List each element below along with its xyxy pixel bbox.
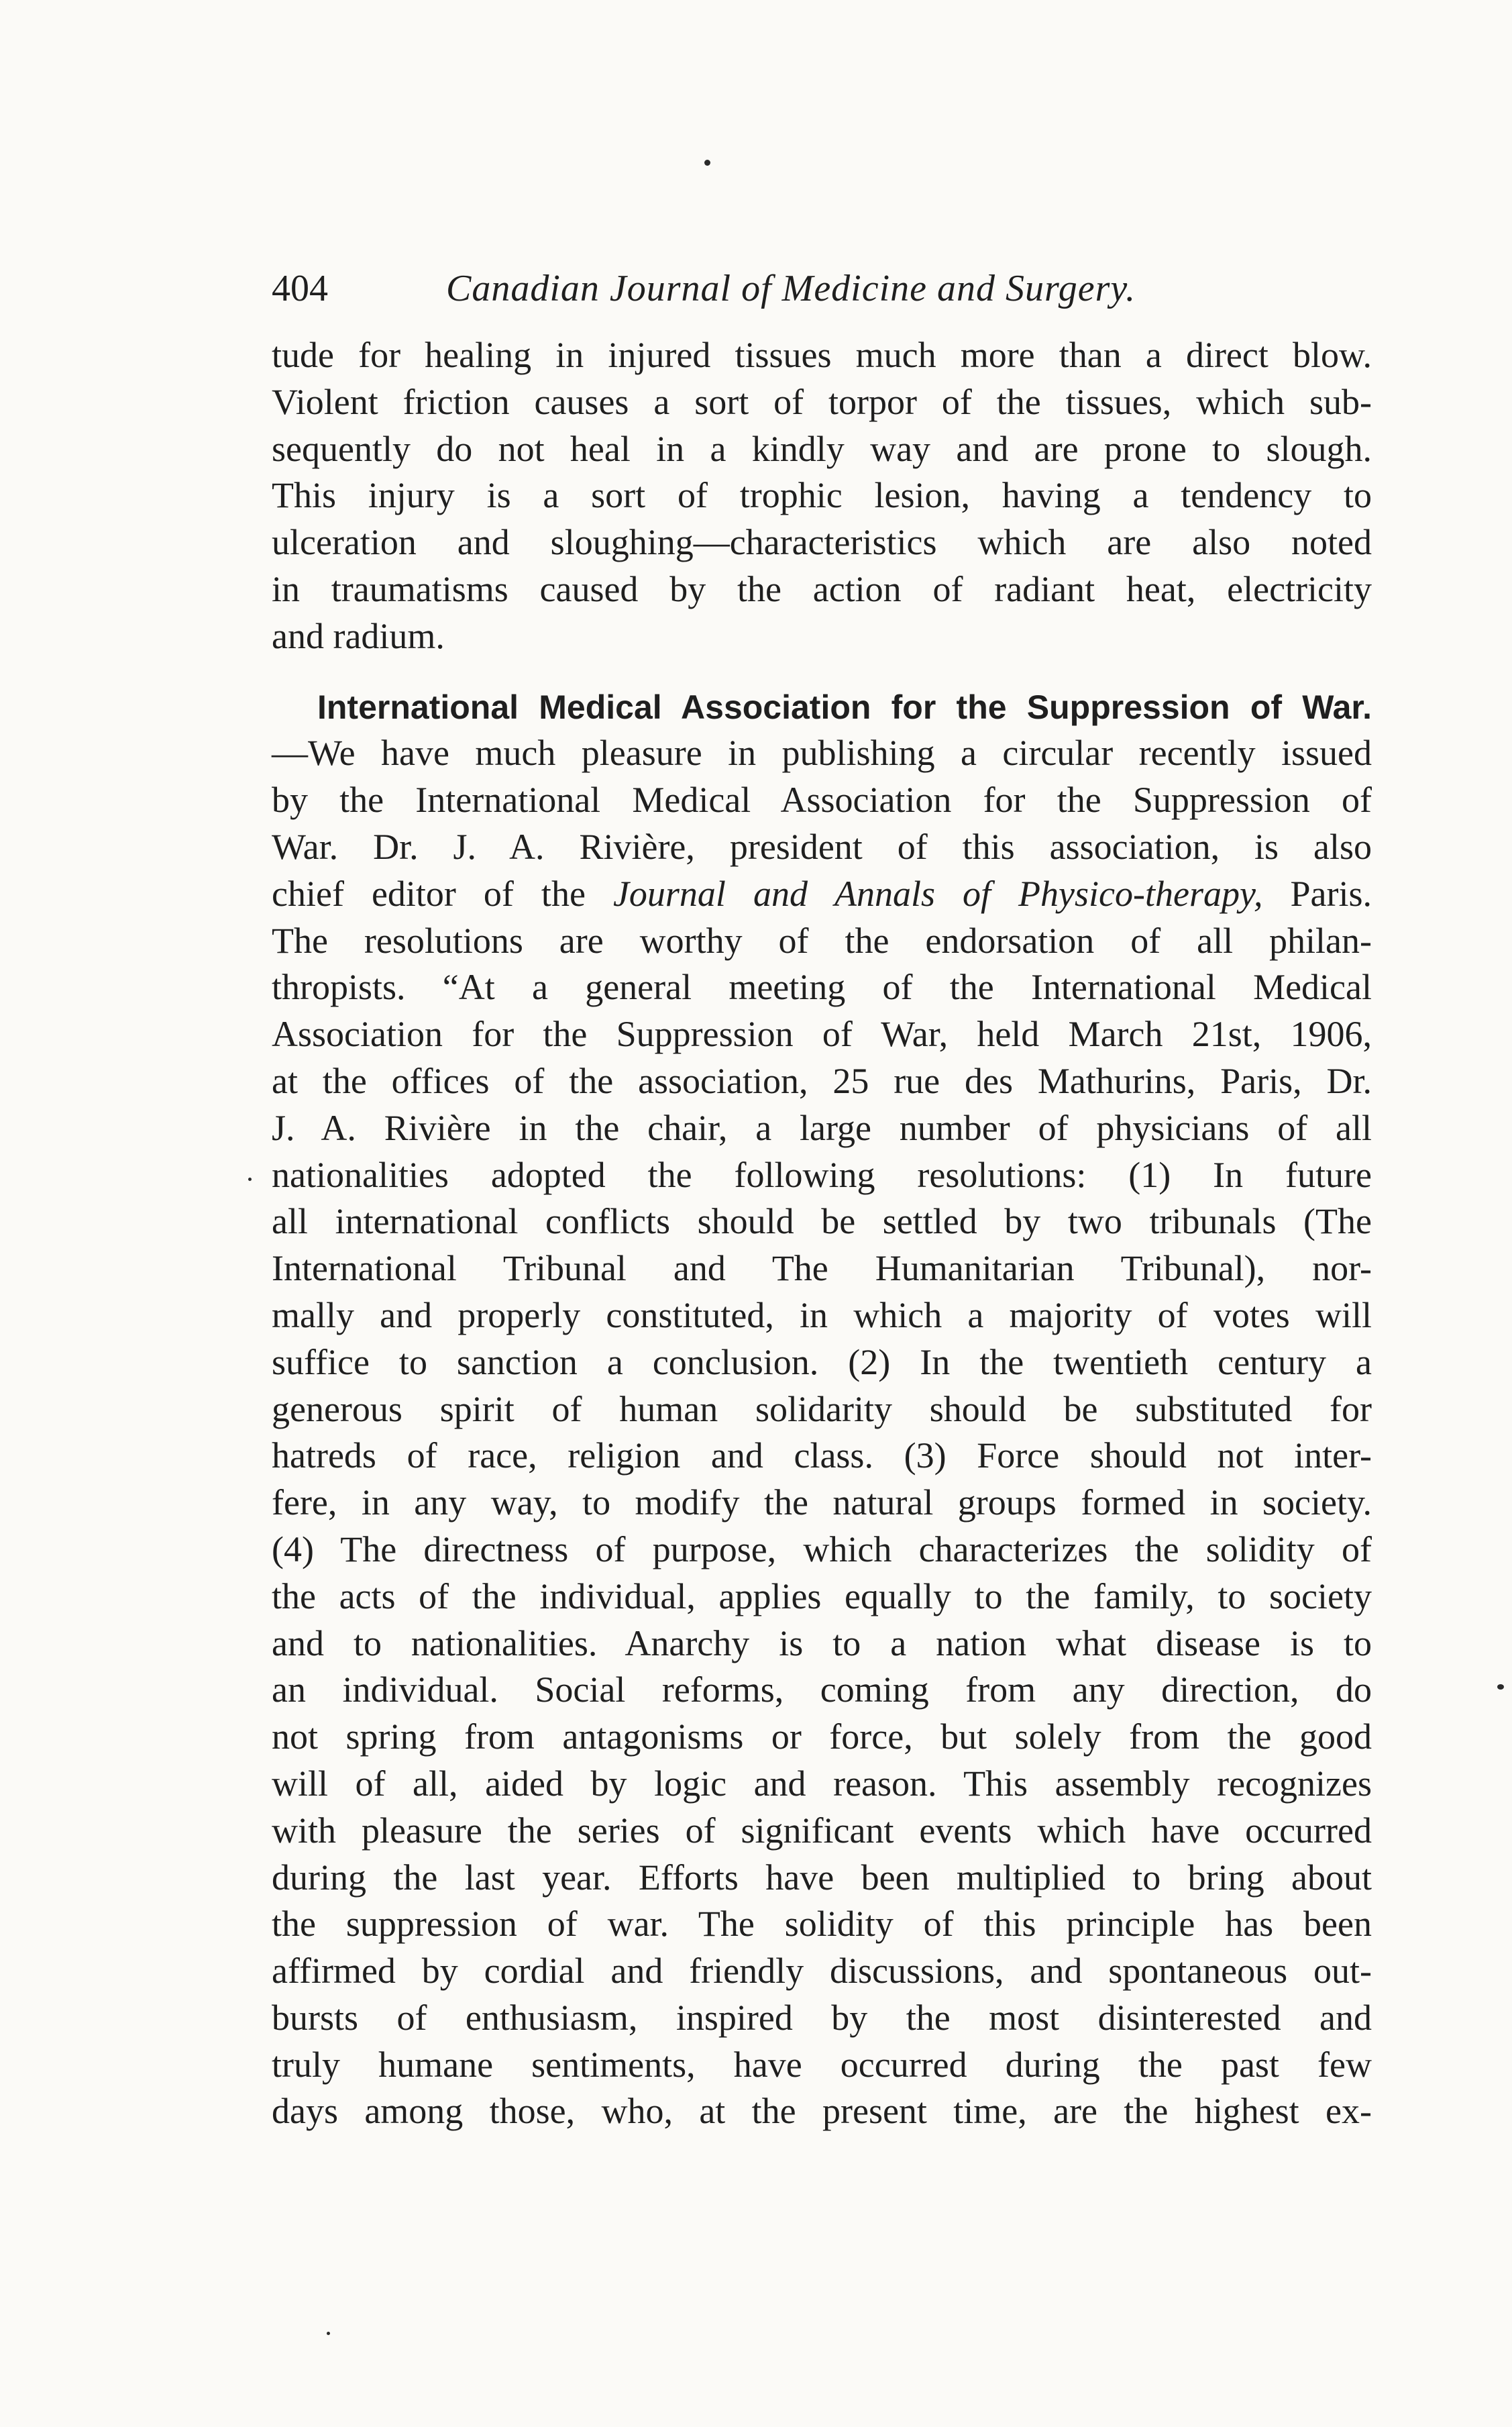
journal-title: Journal and Annals of Physico-therapy, (612, 873, 1263, 914)
text-line: and radium. (272, 615, 445, 656)
page-number: 404 (272, 268, 328, 309)
page-header (272, 255, 1372, 322)
text-line: Violent friction causes a sort of torpor of the tissues, which sub- (272, 381, 1372, 422)
text-line: suffice to sanction a conclusion. (2) In the twentieth century a (272, 1341, 1372, 1382)
scan-speck (327, 2332, 330, 2335)
text-line: during the last year. Efforts have been multiplied to bring about (272, 1857, 1372, 1898)
running-head: Canadian Journal of Medicine and Surgery. (446, 268, 1136, 309)
text-line: The resolutions are worthy of the endorsation of all philan- (272, 920, 1372, 961)
scan-speck (704, 160, 710, 166)
text-line: (4) The directness of purpose, which characterizes the solidity of (272, 1529, 1372, 1569)
scan-speck (248, 1178, 252, 1181)
text-line: in traumatisms caused by the action of radiant heat, electricity (272, 568, 1372, 609)
text-line: will of all, aided by logic and reason. This assembly recognizes (272, 1763, 1372, 1804)
text-line: hatreds of race, religion and class. (3) Force should not inter- (272, 1435, 1372, 1476)
text-line: an individual. Social reforms, coming from any direction, do (272, 1669, 1372, 1710)
text-line: This injury is a sort of trophic lesion, having a tendency to (272, 475, 1372, 516)
scan-speck (1497, 1684, 1504, 1690)
text-line: J. A. Rivière in the chair, a large number of physicians of all (272, 1107, 1372, 1148)
text-line (272, 871, 1372, 918)
section-heading-line (272, 684, 1372, 731)
text-line: not spring from antagonisms or force, but solely from the good (272, 1716, 1372, 1757)
text-line: bursts of enthusiasm, inspired by the most disinterested and (272, 1997, 1372, 2038)
text-line: International Tribunal and The Humanitarian Tribunal), nor- (272, 1248, 1372, 1289)
text-line: generous spirit of human solidarity should be substituted for (272, 1388, 1372, 1429)
text-line: the acts of the individual, applies equally to the family, to society (272, 1576, 1372, 1616)
text-line: ulceration and sloughing—characteristics which are also noted (272, 522, 1372, 563)
text-line: affirmed by cordial and friendly discussions, and spontaneous out- (272, 1951, 1372, 1992)
text-line: by the International Medical Association for the Suppression of (272, 780, 1372, 821)
text-fragment: Paris. (1262, 873, 1372, 914)
text-line: mally and properly constituted, in which a majority of votes will (272, 1294, 1372, 1335)
text-line: truly humane sentiments, have occurred during the past few (272, 2044, 1372, 2085)
text-line: the suppression of war. The solidity of this principle has been (272, 1904, 1372, 1945)
text-line: thropists. “At a general meeting of the International Medical (272, 967, 1372, 1008)
text-line: War. Dr. J. A. Rivière, president of this association, is also (272, 826, 1372, 867)
text-line: Association for the Suppression of War, held March 21st, 1906, (272, 1014, 1372, 1055)
text-line: and to nationalities. Anarchy is to a nation what disease is to (272, 1622, 1372, 1663)
text-line: at the offices of the association, 25 rue des Mathurins, Paris, Dr. (272, 1060, 1372, 1101)
body-text (272, 332, 1372, 2135)
text-line: sequently do not heal in a kindly way and are prone to slough. (272, 428, 1372, 469)
text-line: days among those, who, at the present time, are the highest ex- (272, 2091, 1372, 2132)
text-fragment: chief editor of the (272, 873, 613, 914)
section-title: International Medical Association for the Suppression of War. (317, 688, 1372, 726)
text-line: all international conflicts should be settled by two tribunals (The (272, 1201, 1372, 1242)
text-line: fere, in any way, to modify the natural groups formed in society. (272, 1482, 1372, 1523)
text-line: tude for healing in injured tissues much more than a direct blow. (272, 335, 1372, 375)
text-line: with pleasure the series of significant events which have occurred (272, 1810, 1372, 1851)
text-line: —We have much pleasure in publishing a circular recently issued (272, 733, 1372, 774)
text-line: nationalities adopted the following resolutions: (1) In future (272, 1154, 1372, 1195)
